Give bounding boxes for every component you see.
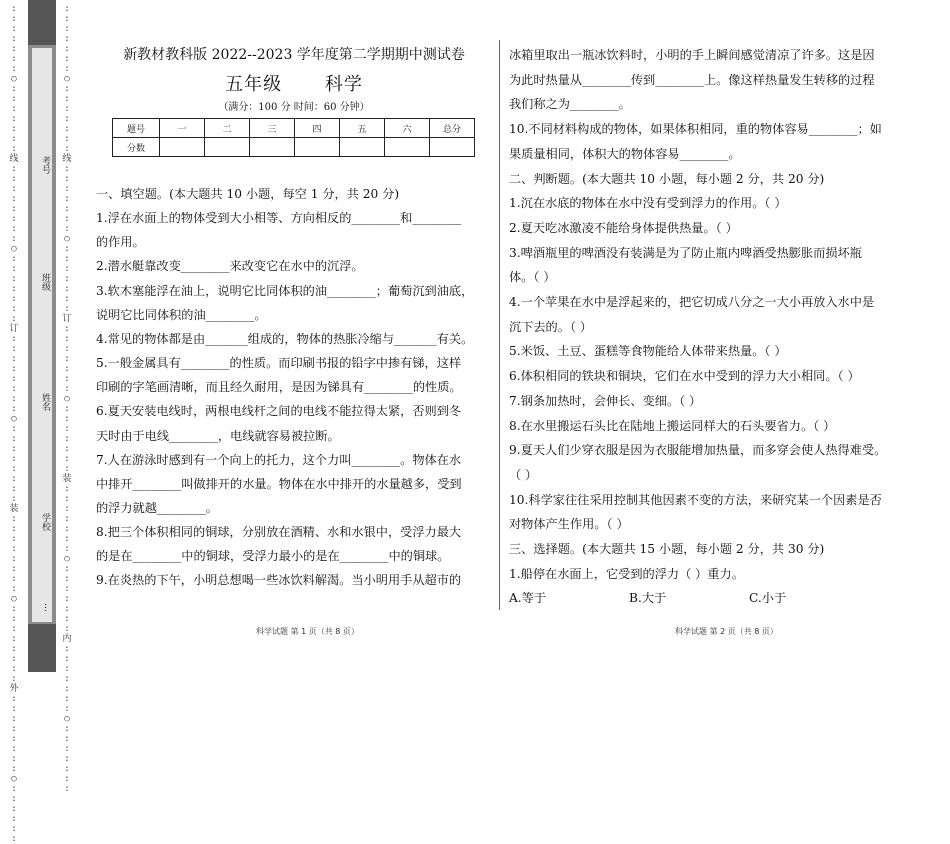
score-input-cell[interactable] — [250, 138, 295, 157]
score-value-row — [113, 138, 475, 157]
question-line: 7.人在游泳时感到有一个向上的托力，这个力叫________。物体在水 — [96, 452, 462, 467]
question-line: 说明它比同体积的油________。 — [96, 307, 267, 322]
question-line: 印刷的字笔画清晰，而且经久耐用，是因为锑具有________的性质。 — [96, 380, 462, 395]
page-footer-right: 科学试题 第 2 页（共 8 页） — [675, 627, 778, 636]
page-divider — [499, 40, 500, 610]
question-line: 10.科学家往往采用控制其他因素不变的方法，来研究某一个因素是否 — [509, 492, 882, 507]
page-footer-left: 科学试题 第 1 页（共 8 页） — [256, 627, 359, 636]
field-banji: 班级 — [40, 273, 50, 291]
option-c[interactable]: C.小于 — [749, 591, 787, 606]
binding-strip — [0, 0, 28, 844]
question-line: 的作用。 — [96, 235, 145, 250]
score-cell: 四 — [295, 119, 340, 138]
band-bottom-block — [28, 624, 56, 672]
question-line: 1.浮在水面上的物体受到大小相等、方向相反的________和________ — [96, 211, 462, 226]
question-line: 体。（ ） — [509, 270, 556, 285]
question-line: 3.啤酒瓶里的啤酒没有装满是为了防止瓶内啤酒受热膨胀而损坏瓶 — [509, 245, 862, 260]
question-line: 4.一个苹果在水中是浮起来的，把它切成八分之一大小再放入水中是 — [509, 295, 875, 309]
question-line: 1.船停在水面上，它受到的浮力（ ）重力。 — [509, 566, 744, 581]
score-input-cell[interactable] — [295, 138, 340, 157]
score-cell: 五 — [340, 119, 385, 138]
question-line: 4.常见的物体都是由_______组成的，物体的热胀冷缩与_______有关。 — [96, 331, 474, 346]
score-table — [112, 118, 475, 157]
question-line: 二、判断题。(本大题共 10 小题，每小题 2 分，共 20 分) — [509, 171, 825, 186]
question-line: 5.米饭、土豆、蛋糕等食物能给人体带来热量。（ ） — [509, 344, 787, 359]
question-line: 沉下去的。（ ） — [509, 319, 593, 334]
score-cell: 三 — [250, 119, 295, 138]
binding-dotted-line: : : : : : : : ○ : : : : : : : 线 : : : : : : : : ○ : : : : : : : 订 : : : : : : : : ○ : : : : : : : : 装 : : : : : : : : ○ : : : : : : : : 外 : : : : : : : : ○ : : : : : : — [9, 4, 19, 844]
question-line: 果质量相同，体积大的物体容易________。 — [509, 146, 741, 161]
student-info-strip — [32, 48, 52, 622]
question-line: 我们称之为________。 — [509, 97, 631, 112]
question-line: 3.软木塞能浮在油上，说明它比同体积的油________；葡萄沉到油底， — [96, 283, 474, 298]
question-line: 5.一般金属具有________的性质。而印刷书报的铅字中掺有锑，这样 — [96, 356, 462, 371]
question-line: 的浮力就越________。 — [96, 500, 218, 515]
score-cell: 一 — [160, 119, 205, 138]
score-input-cell[interactable] — [205, 138, 250, 157]
question-line: 6.夏天安装电线时，两根电线杆之间的电线不能拉得太紧，否则到冬 — [96, 404, 462, 419]
subject-label: 科学 — [324, 74, 363, 95]
score-cell: 二 — [205, 119, 250, 138]
score-input-cell[interactable] — [340, 138, 385, 157]
exam-info: （满分：100 分 时间：60 分钟） — [218, 102, 370, 113]
score-input-cell[interactable] — [430, 138, 475, 157]
score-input-cell[interactable] — [160, 138, 205, 157]
exam-title: 新教材教科版 2022--2023 学年度第二学期期中测试卷 — [123, 47, 465, 63]
question-line: 的是在________中的铜球，受浮力最小的是在________中的铜球。 — [96, 549, 450, 564]
band-bottom-mark: … — [42, 603, 52, 612]
question-line: 冰箱里取出一瓶冰饮料时，小明的手上瞬间感觉清凉了许多。这是因 — [509, 48, 875, 62]
inner-dotted-line: : : : : : : : ○ : : : : : : : 线 : : : : : : : ○ : : : : : : : 订 : : : : : : : ○ : : : : : : : 装 : : : : : : : ○ : : : : : : : 内 : : : : : : : ○ : : : : : : : — [62, 4, 72, 794]
question-line: 为此时热量从________传到________上。像这样热量发生转移的过程 — [509, 72, 875, 87]
question-line: 天时由于电线________，电线就容易被拉断。 — [96, 428, 340, 443]
band-top-block — [28, 0, 56, 45]
page-right — [509, 0, 902, 672]
option-b[interactable]: B.大于 — [629, 591, 667, 606]
question-line: 中排开________叫做排开的水量。物体在水中排开的水量越多，受到 — [96, 476, 462, 491]
question-line: 9.在炎热的下午，小明总想喝一些冰饮料解渴。当小明用手从超市的 — [96, 573, 462, 588]
grade-label: 五年级 — [225, 74, 283, 95]
question-line: 10.不同材料构成的物体，如果体积相同，重的物体容易________；如 — [509, 122, 882, 137]
question-line: 1.沉在水底的物体在水中没有受到浮力的作用。（ ） — [509, 196, 787, 211]
question-line: 对物体产生作用。（ ） — [509, 517, 629, 532]
question-line: 2.潜水艇靠改变________来改变它在水中的沉浮。 — [96, 259, 364, 274]
question-line: （ ） — [509, 467, 538, 482]
question-line: 9.夏天人们少穿衣服是因为衣服能增加热量，而多穿会使人热得难受。 — [509, 443, 887, 458]
question-line: 8.在水里搬运石头比在陆地上搬运同样大的石头要省力。（ ） — [509, 418, 836, 433]
binding-band — [28, 0, 56, 672]
question-line: 一、填空题。(本大题共 10 小题，每空 1 分，共 20 分) — [96, 187, 400, 201]
score-cell: 分数 — [113, 138, 160, 157]
score-header-row — [113, 119, 475, 138]
field-kaohao: 考号 — [40, 156, 50, 174]
field-xingming: 姓名 — [40, 393, 50, 411]
choice-options — [509, 587, 902, 611]
question-line: 三、选择题。(本大题共 15 小题，每小题 2 分，共 30 分) — [509, 542, 825, 556]
option-a[interactable]: A.等于 — [509, 591, 547, 606]
page-left — [96, 0, 492, 672]
field-xuexiao: 学校 — [40, 513, 50, 531]
exam-subtitle — [96, 70, 492, 96]
question-line: 6.体积相同的铁块和铜块，它们在水中受到的浮力大小相同。（ ） — [509, 369, 860, 384]
score-input-cell[interactable] — [385, 138, 430, 157]
score-cell: 题号 — [113, 119, 160, 138]
score-cell: 六 — [385, 119, 430, 138]
question-line: 8.把三个体积相同的铜球，分别放在酒精、水和水银中，受浮力最大 — [96, 525, 462, 540]
question-line: 2.夏天吃冰激凌不能给身体提供热量。（ ） — [509, 220, 738, 235]
score-cell: 总分 — [430, 119, 475, 138]
question-line: 7.钢条加热时，会伸长、变细。（ ） — [509, 393, 702, 408]
